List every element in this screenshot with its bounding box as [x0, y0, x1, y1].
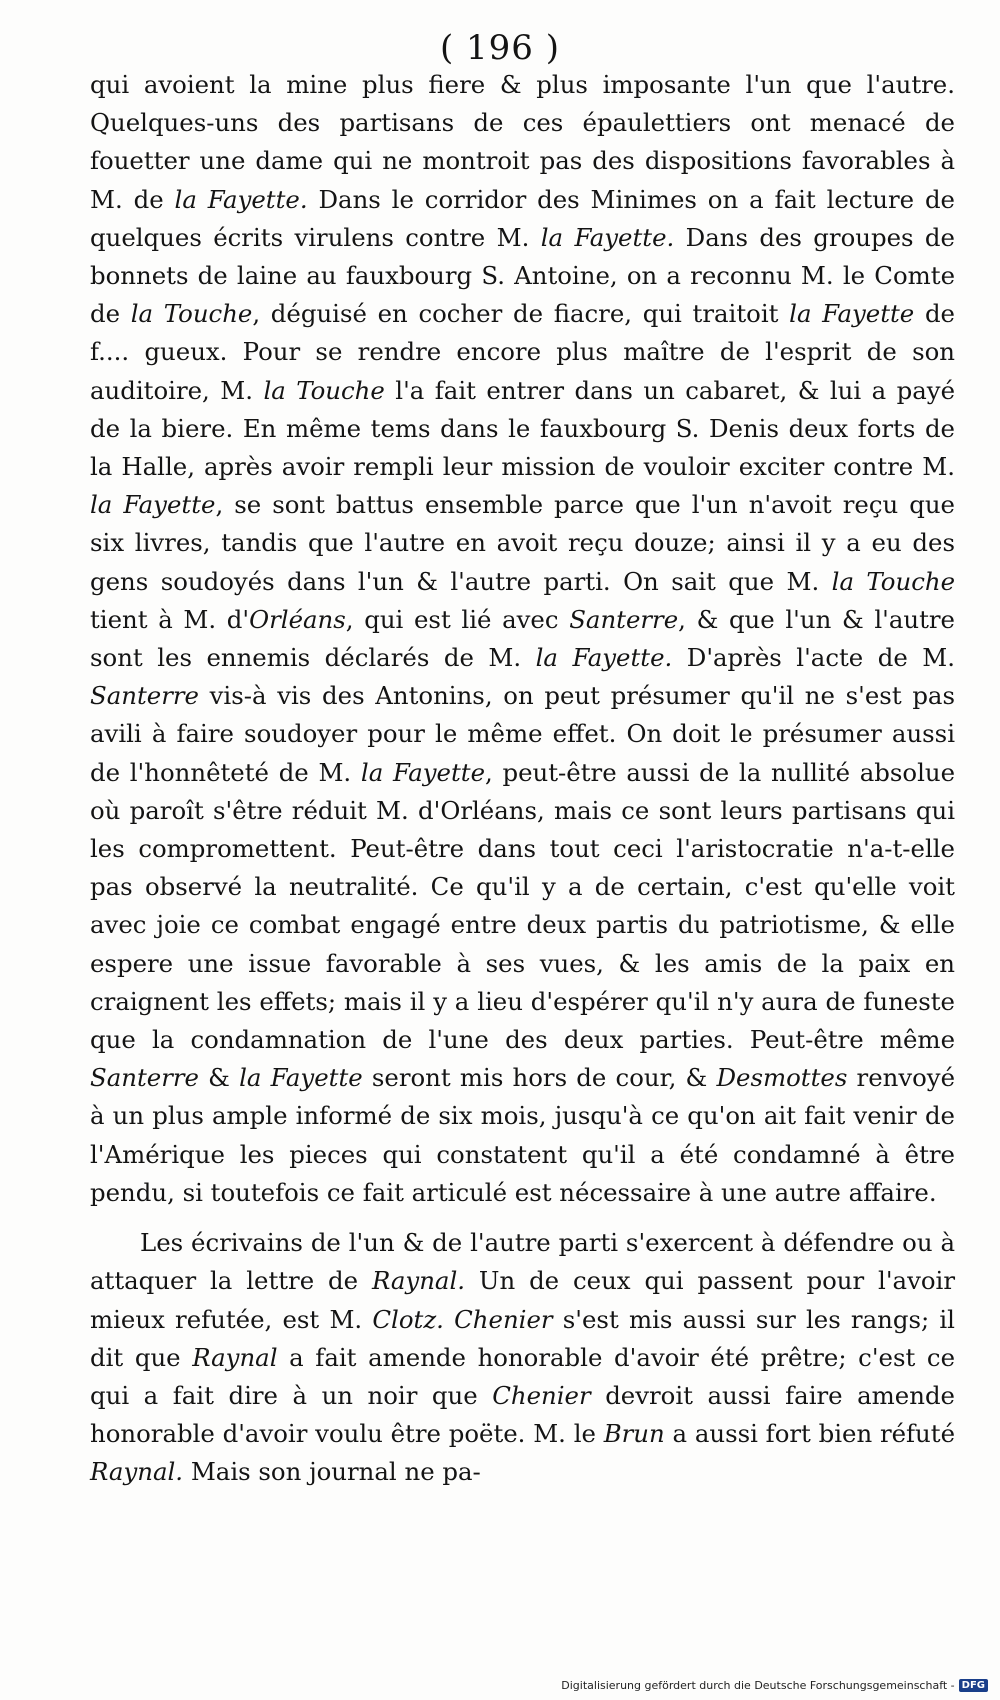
- paragraph: [90, 66, 955, 1212]
- italic-name: la Touche: [263, 375, 385, 405]
- italic-name: Chenier: [454, 1304, 553, 1334]
- italic-name: Santerre: [90, 681, 199, 711]
- paragraph: [90, 1224, 955, 1491]
- text-run: a aussi fort bien réfuté: [664, 1419, 956, 1449]
- text-run: l'a fait entrer dans un cabaret, & lui a payé de la biere. En même tems dans le fauxbourg S. Denis deux forts de la Halle, après avoir rempli leur mission de vouloir exciter contre M.: [90, 375, 955, 482]
- text-run: de f.... gueux. Pour se rendre encore plus maître de l'esprit de son auditoire, M.: [90, 299, 955, 405]
- text-run: Les écrivains de l'un & de l'autre parti s'exercent à défendre ou à attaquer la lettre de: [90, 1228, 955, 1296]
- italic-name: Chenier: [492, 1380, 591, 1410]
- italic-name: Orléans: [249, 604, 346, 634]
- text-run: Un de ceux qui passent pour l'avoir mieux refutée, est M.: [90, 1266, 955, 1334]
- text-run: [444, 1305, 454, 1334]
- body-text: [90, 66, 955, 1492]
- italic-name: la Fayette.: [535, 643, 673, 673]
- italic-name: la Fayette: [789, 299, 915, 329]
- text-run: , se sont battus ensemble parce que l'un n'avoit reçu que six livres, tandis que l'autre en avoit reçu douze; ainsi il y a eu des gens soudoyés dans l'un & l'autre parti. On sait que M.: [90, 490, 955, 596]
- italic-name: Santerre: [569, 604, 679, 634]
- italic-name: la Touche: [130, 299, 253, 329]
- italic-name: Clotz.: [372, 1304, 444, 1334]
- italic-name: Raynal.: [90, 1457, 184, 1487]
- text-run: devroit aussi faire amende honorable d'avoir voulu être poëte. M. le: [90, 1380, 955, 1449]
- text-run: renvoyé à un plus ample informé de six mois, jusqu'à ce qu'on ait fait venir de l'Amérique les pieces qui constatent qu'il a été condamné à être pendu, si toutefois ce fait articulé est nécessaire à une autre affaire.: [90, 1063, 956, 1207]
- italic-name: la Fayette: [90, 490, 216, 520]
- digitization-credit: [561, 1679, 988, 1692]
- text-run: vis-à vis des Antonins, on peut présumer qu'il ne s'est pas avili à faire soudoyer pour le même effet. On doit le présumer aussi de l'honnêteté de M.: [90, 681, 955, 787]
- italic-name: Raynal.: [371, 1266, 466, 1296]
- italic-name: Brun: [603, 1419, 665, 1449]
- italic-name: Raynal: [192, 1342, 278, 1372]
- italic-name: Desmottes: [716, 1063, 848, 1093]
- text-run: qui avoient la mine plus fiere & plus imposante l'un que l'autre. Quelques-uns des partisans de ces épaulettiers ont menacé de fouetter une dame qui ne montroit pas des dispositions favorables à M. de: [90, 70, 955, 214]
- text-run: , peut-être aussi de la nullité absolue où paroît s'être réduit M. d'Orléans, mais ce sont leurs partisans qui les compromettent. Peut-être dans tout ceci l'aristocratie n'a-t-elle pas observé la neutralité. Ce qu'il y a de certain, c'est qu'elle voit avec joie ce combat engagé entre deux partis du patriotisme, & elle espere une issue favorable à ses vues, & les amis de la paix en craignent les effets; mais il y a lieu d'espérer qu'il n'y aura de funeste que la condamnation de l'une des deux parties. Peut-être même: [90, 757, 956, 1055]
- italic-name: la Fayette.: [540, 222, 675, 252]
- text-run: Dans des groupes de bonnets de laine au fauxbourg S. Antoine, on a reconnu M. le Comte de: [90, 222, 955, 329]
- text-run: Dans le corridor des Minimes on a fait lecture de quelques écrits virulens contre M.: [90, 184, 955, 252]
- italic-name: Santerre: [90, 1063, 199, 1093]
- text-run: D'après l'acte de M.: [672, 643, 955, 673]
- page-number: ( 196 ): [439, 28, 561, 68]
- text-run: a fait amende honorable d'avoir été prêtre; c'est ce qui a fait dire à un noir que: [90, 1342, 955, 1410]
- italic-name: la Fayette: [239, 1063, 363, 1093]
- italic-name: la Fayette.: [174, 184, 308, 214]
- credit-text: Digitalisierung gefördert durch die Deutsche Forschungsgemeinschaft -: [561, 1679, 955, 1692]
- text-run: seront mis hors de cour, &: [362, 1063, 717, 1093]
- italic-name: la Touche: [831, 566, 956, 596]
- text-run: &: [198, 1063, 240, 1093]
- text-run: , déguisé en cocher de fiacre, qui traitoit: [252, 299, 790, 329]
- text-run: s'est mis aussi sur les rangs; il dit que: [90, 1304, 955, 1372]
- text-run: , & que l'un & l'autre sont les ennemis déclarés de M.: [90, 604, 955, 673]
- dfg-logo: DFG: [959, 1679, 988, 1692]
- text-run: Mais son journal ne pa-: [183, 1457, 481, 1487]
- italic-name: la Fayette: [360, 757, 486, 787]
- text-run: tient à M. d': [90, 604, 250, 634]
- text-run: , qui est lié avec: [345, 604, 570, 634]
